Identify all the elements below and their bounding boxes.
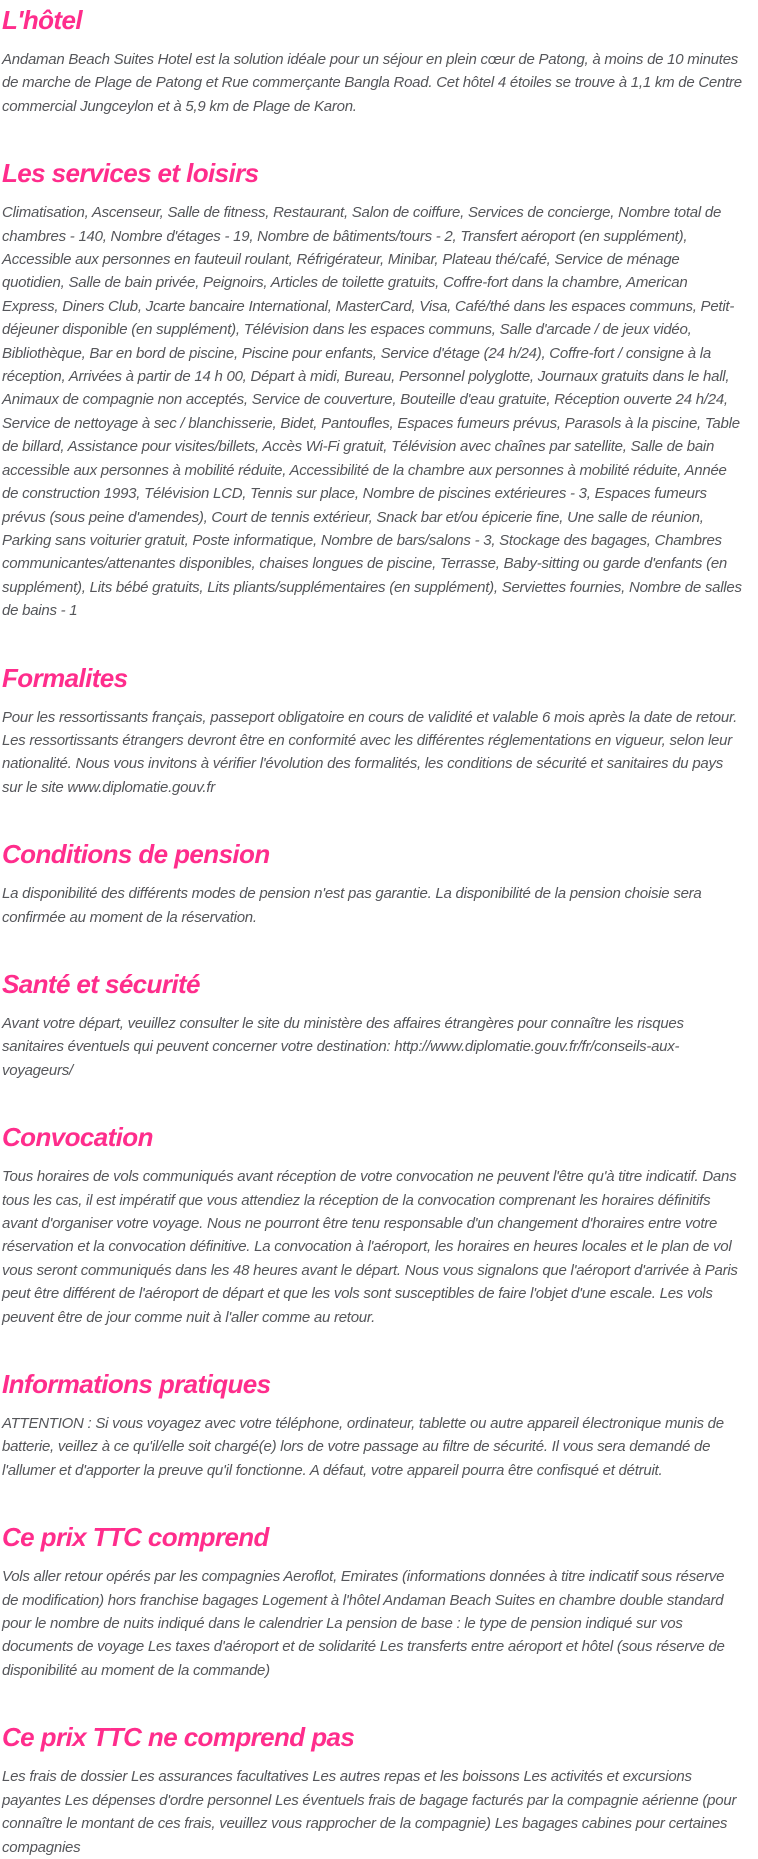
section-body-prix-ttc-comprend: Vols aller retour opérés par les compagnies Aeroflot, Emirates (informations données à titre indicatif sous réserve de modification) hors franchise bagages Logement à l'hôtel Andaman Beach Suites en chambre double standard pour le nombre de nuits indiqué dans le calendrier La pension de base : le type de pension indiqué sur vos documents de voyage Les taxes d'aéroport et de solidarité Les transferts entre aéroport et hôtel (sous réserve de disponibilité au moment de la commande) [2, 1568, 725, 1679]
section-services-et-loisirs [2, 158, 742, 622]
section-prix-ttc-comprend [2, 1522, 742, 1682]
section-prix-ttc-ne-comprend-pas [2, 1722, 742, 1859]
section-heading-conditions-de-pension: Conditions de pension [2, 839, 270, 870]
section-hotel [2, 5, 742, 118]
section-heading-services-et-loisirs: Les services et loisirs [2, 158, 259, 189]
section-body-sante-et-securite: Avant votre départ, veuillez consulter le site du ministère des affaires étrangères pour connaître les risques sanitaires éventuels qui peuvent concerner votre destination: http://www.diplomatie.gouv.fr/fr/conseils-aux-voyageurs/ [2, 1014, 684, 1079]
section-formalites [2, 663, 742, 800]
section-body-hotel: Andaman Beach Suites Hotel est la solution idéale pour un séjour en plein cœur de Patong, à moins de 10 minutes de marche de Plage de Patong et Rue commerçante Bangla Road. Cet hôtel 4 étoiles se trouve à 1,1 km de Centre commercial Jungceylon et à 5,9 km de Plage de Karon. [2, 51, 742, 115]
section-heading-prix-ttc-ne-comprend-pas: Ce prix TTC ne comprend pas [2, 1722, 355, 1753]
section-body-prix-ttc-ne-comprend-pas: Les frais de dossier Les assurances facultatives Les autres repas et les boissons Les activités et excursions payantes Les dépenses d'ordre personnel Les éventuels frais de bagage facturés par la compagnie aérienne (pour connaître le montant de ces frais, veuillez vous rapprocher de la compagnie) Les bagages cabines pour certaines compagnies [2, 1768, 737, 1856]
section-body-services-et-loisirs: Climatisation, Ascenseur, Salle de fitness, Restaurant, Salon de coiffure, Services de concierge, Nombre total de chambres - 140, Nombre d'étages - 19, Nombre de bâtiments/tours - 2, Transfert aéroport (en supplément), Accessible aux personnes en fauteuil roulant, Réfrigérateur, Minibar, Plateau thé/café, Service de ménage quotidien, Salle de bain privée, Peignoirs, Articles de toilette gratuits, Coffre-fort dans la chambre, American Express, Diners Club, Jcarte bancaire International, MasterCard, Visa, Café/thé dans les espaces communs, Petit-déjeuner disponible (en supplément), Télévision dans les espaces communs, Salle d'arcade / de jeux vidéo, Bibliothèque, Bar en bord de piscine, Piscine pour enfants, Service d'étage (24 h/24), Coffre-fort / consigne à la réception, Arrivées à partir de 14 h 00, Départ à midi, Bureau, Personnel polyglotte, Journaux gratuits dans le hall, Animaux de compagnie non acceptés, Service de couverture, Bouteille d'eau gratuite, Réception ouverte 24 h/24, Service de nettoyage à sec / blanchisserie, Bidet, Pantoufles, Espaces fumeurs prévus, Parasols à la piscine, Table de billard, Assistance pour visites/billets, Accès Wi-Fi gratuit, Télévision avec chaînes par satellite, Salle de bain accessible aux personnes à mobilité réduite, Accessibilité de la chambre aux personnes à mobilité réduite, Année de construction 1993, Télévision LCD, Tennis sur place, Nombre de piscines extérieures - 3, Espaces fumeurs prévus (sous peine d'amendes), Court de tennis extérieur, Snack bar et/ou épicerie fine, Une salle de réunion, Parking sans voiturier gratuit, Poste informatique, Nombre de bars/salons - 3, Stockage des bagages, Chambres communicantes/attenantes disponibles, chaises longues de piscine, Terrasse, Baby-sitting ou garde d'enfants (en supplément), Lits bébé gratuits, Lits pliants/supplémentaires (en supplément), Serviettes fournies, Nombre de salles de bains - 1 [2, 204, 742, 620]
section-body-conditions-de-pension: La disponibilité des différents modes de pension n'est pas garantie. La disponibilité de la pension choisie sera confirmée au moment de la réservation. [2, 885, 702, 926]
section-heading-prix-ttc-comprend: Ce prix TTC comprend [2, 1522, 269, 1553]
section-informations-pratiques [2, 1369, 742, 1482]
section-heading-formalites: Formalites [2, 662, 128, 693]
section-conditions-de-pension [2, 839, 742, 929]
section-heading-hotel: L'hôtel [2, 5, 82, 35]
section-body-convocation: Tous horaires de vols communiqués avant réception de votre convocation ne peuvent l'être qu'à titre indicatif. Dans tous les cas, il est impératif que vous attendiez la réception de la convocation comprenant les horaires définitifs avant d'organiser votre voyage. Nous ne pourront être tenu responsable d'un changement d'horaires entre votre réservation et la convocation définitive. La convocation à l'aéroport, les horaires en heures locales et le plan de vol vous seront communiqués dans les 48 heures avant le départ. Nous vous signalons que l'aéroport d'arrivée à Paris peut être différent de l'aéroport de départ et que les vols sont susceptibles de faire l'objet d'une escale. Les vols peuvent être de jour comme nuit à l'aller comme au retour. [2, 1168, 738, 1326]
section-convocation [2, 1122, 742, 1329]
section-body-formalites: Pour les ressortissants français, passeport obligatoire en cours de validité et valable 6 mois après la date de retour. Les ressortissants étrangers devront être en conformité avec les différentes réglementations en vigueur, selon leur nationalité. Nous vous invitons à vérifier l'évolution des formalités, les conditions de sécurité et sanitaires du pays sur le site www.diplomatie.gouv.fr [2, 708, 738, 796]
section-sante-et-securite [2, 969, 742, 1082]
section-heading-informations-pratiques: Informations pratiques [2, 1369, 271, 1400]
section-heading-sante-et-securite: Santé et sécurité [2, 968, 200, 999]
section-body-informations-pratiques: ATTENTION : Si vous voyagez avec votre téléphone, ordinateur, tablette ou autre appareil électronique munis de batterie, veillez à ce qu'il/elle soit chargé(e) lors de votre passage au filtre de sécurité. Il vous sera demandé de l'allumer et d'apporter la preuve qu'il fonctionne. A défaut, votre appareil pourra être confisqué et détruit. [2, 1415, 724, 1479]
section-heading-convocation: Convocation [2, 1122, 153, 1153]
